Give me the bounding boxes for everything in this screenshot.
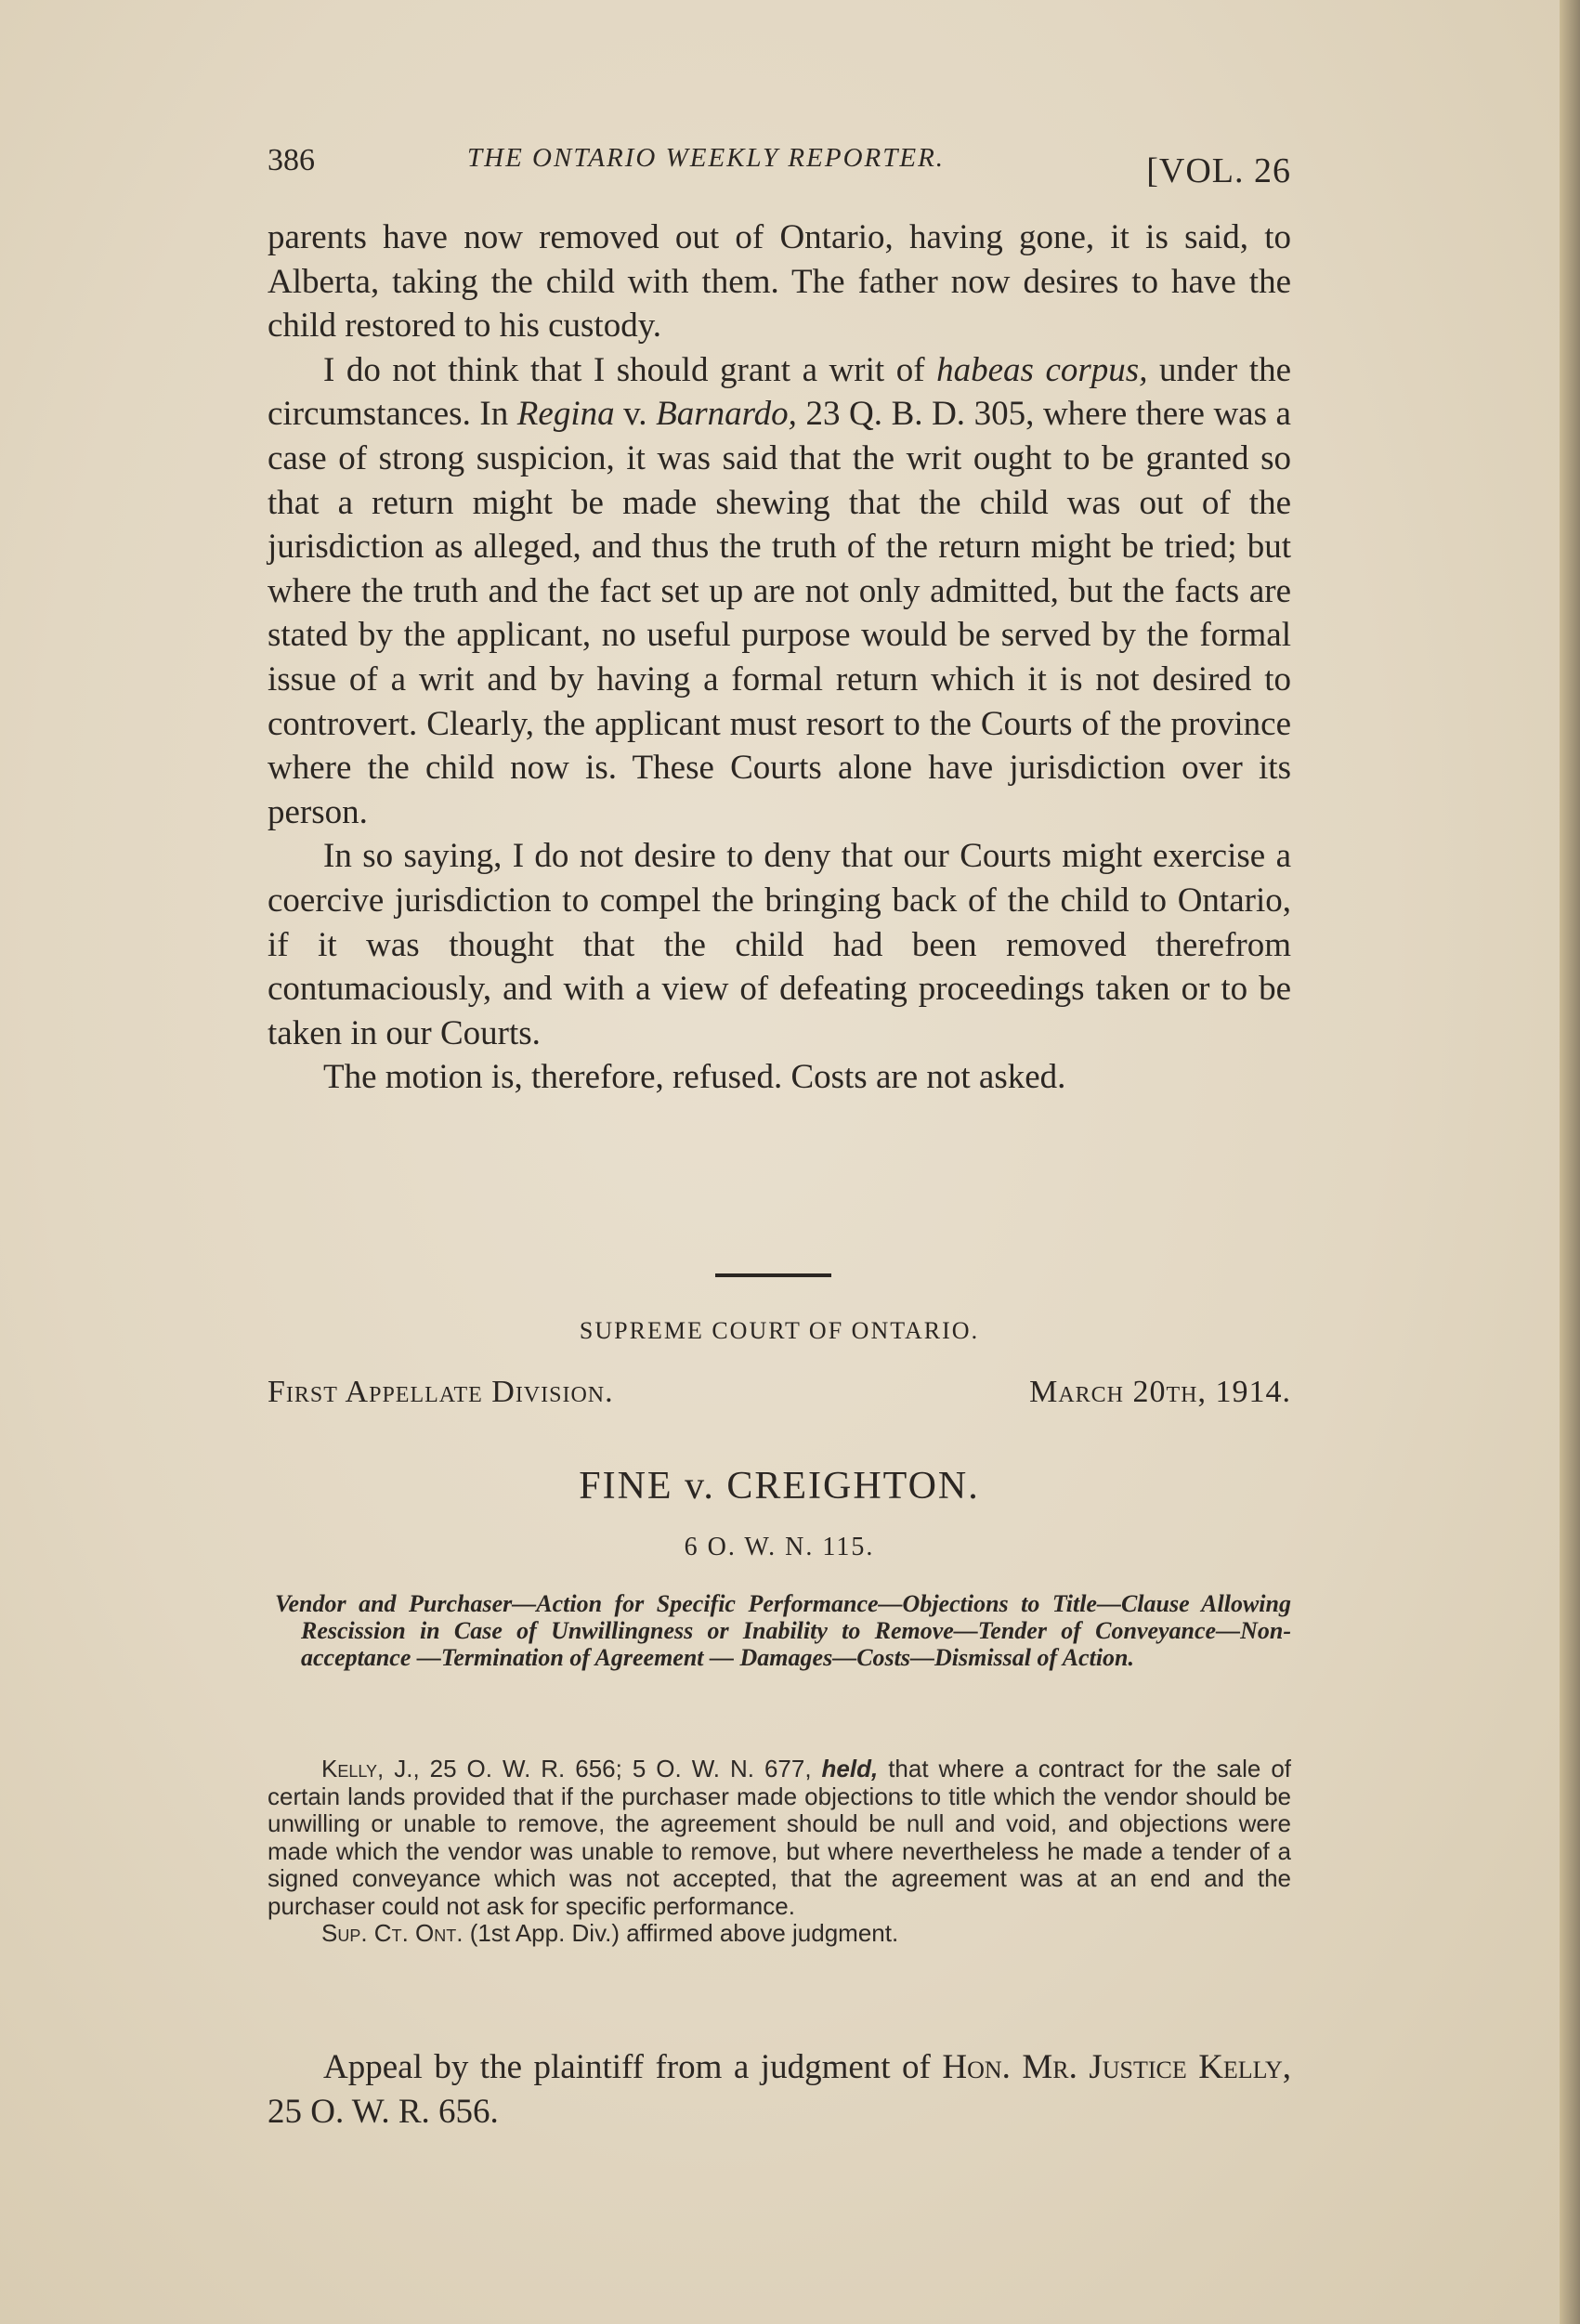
- text-span: v.: [614, 395, 657, 434]
- case-title: FINE v. CREIGHTON.: [579, 1465, 980, 1508]
- paragraph-3: In so saying, I do not desire to deny that our Courts might exercise a coercive jurisdiction to compel the bringing back of the child to Ontario, if it was thought that the child had been removed therefrom contumaciously, and with a view of defeating proceedings taken or to be taken in our Courts.: [268, 837, 1291, 1052]
- italic-habeas-corpus: habeas corpus,: [936, 350, 1148, 389]
- text-span: (1st App. Div.) affirmed above judgment.: [463, 1919, 899, 1947]
- appeal-paragraph: [268, 2045, 1291, 2135]
- text-span: , 25 O. W. R. 656.: [268, 2048, 1291, 2131]
- text-span: 23 Q. B. D. 305, where there was a case of strong suspicion, it was said that the writ ought to be granted so that a return might be made shewing that the child was out of the jurisdiction as alleged, and thus the truth of the return might be tried; but where the truth and the fact set up are not only admitted, but the facts are stated by the applicant, no useful purpose would be served by the formal issue of a writ and by having a formal return which it is not desired to controvert. Clearly, the applicant must resort to the Courts of the province where the child now is. These Courts alone have jurisdiction over its person.: [268, 395, 1291, 831]
- held-word: held,: [821, 1755, 879, 1782]
- page-header: [268, 139, 1291, 204]
- court-name: SUPREME COURT OF ONTARIO.: [579, 1317, 980, 1344]
- court-abbreviation: Sup. Ct. Ont.: [321, 1919, 464, 1947]
- italic-case-name: Barnardo,: [656, 395, 797, 434]
- holding-paragraph: [268, 1756, 1291, 1920]
- decision-date: March 20th, 1914.: [1029, 1375, 1291, 1409]
- text-span: under the circumstances. In: [268, 350, 1292, 434]
- affirmed-line: [268, 1920, 1291, 1948]
- section-divider: [715, 1273, 831, 1277]
- text-span: , 25 O. W. R. 656; 5 O. W. N. 677,: [412, 1755, 822, 1782]
- paragraph-2: [268, 348, 1291, 835]
- division-line: [268, 1375, 1291, 1410]
- italic-case-name: Regina: [516, 395, 615, 434]
- page-number: 386: [268, 143, 315, 177]
- text-span: I do not think that I should grant a writ of: [323, 350, 937, 389]
- text-span: that where a contract for the sale of certain lands provided that if the purchaser made objections to title which the vendor should be unwilling or unable to remove, the agreement should be null and void, and objections were made which the vendor was unable to remove, but where nevertheless he made a tender of a signed conveyance which was not accepted, that the agreement was at an end and the purchaser could not ask for specific performance.: [268, 1755, 1291, 1920]
- judge-name: Kelly, J.: [321, 1755, 413, 1782]
- running-title: THE ONTARIO WEEKLY REPORTER.: [467, 143, 946, 173]
- justice-name: Hon. Mr. Justice Kelly: [942, 2048, 1283, 2086]
- headnote: Vendor and Purchaser—Action for Specific Performance—Objections to Title—Clause Allowing Rescission in Case of Unwillingness or Inability to Remove—Tender of Conveyance—Non-acceptance —Termination of Agreement — Damages—Costs—Dismissal of Action.: [275, 1590, 1291, 1671]
- case-citation: 6 O. W. N. 115.: [684, 1533, 875, 1561]
- volume-label: [VOL. 26: [1146, 151, 1291, 190]
- appeal-text: [268, 2045, 1291, 2135]
- page-edge-shadow: [1560, 0, 1580, 2324]
- division-name: First Appellate Division.: [268, 1375, 614, 1409]
- judgment-text: [268, 215, 1291, 1100]
- paragraph-4: The motion is, therefore, refused. Costs are not asked.: [323, 1058, 1066, 1097]
- holding-summary: [268, 1756, 1291, 1948]
- text-span: Appeal by the plaintiff from a judgment of: [323, 2048, 943, 2086]
- paragraph-1: parents have now removed out of Ontario, having gone, it is said, to Alberta, taking the child with them. The father now desires to have the child restored to his custody.: [268, 218, 1291, 346]
